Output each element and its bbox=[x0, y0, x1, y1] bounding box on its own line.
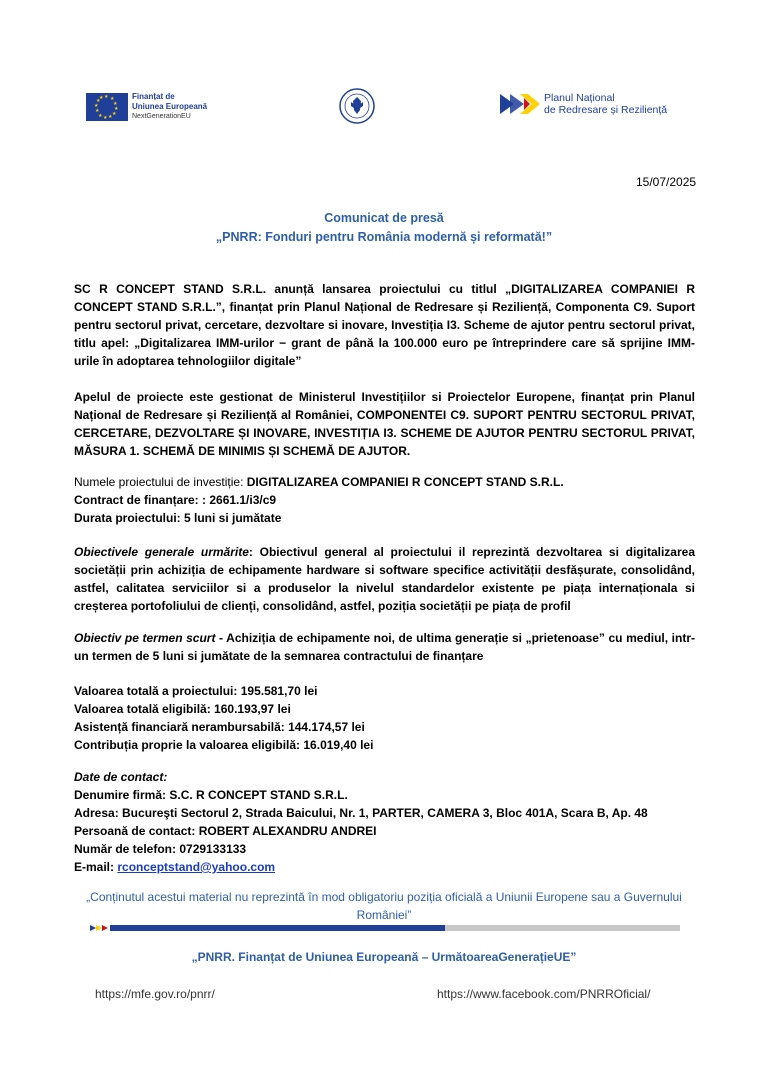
value-own-contribution: Contribuția proprie la valoarea eligibilă: 16.019,40 lei bbox=[74, 738, 374, 752]
title-line1: Comunicat de presă bbox=[324, 211, 444, 225]
project-values bbox=[74, 682, 695, 754]
general-objectives-paragraph bbox=[74, 543, 695, 615]
contact-address: Adresa: Bucureşti Sectorul 2, Strada Baicului, Nr. 1, PARTER, CAMERA 3, Bloc 401A, Scara B, Ap. 48 bbox=[74, 806, 648, 820]
pnrr-slogan: „PNRR. Finanțat de Uniunea Europeană – UrmătoareaGenerațieUE” bbox=[191, 950, 577, 964]
contact-person: Persoană de contact: ROBERT ALEXANDRU ANDREI bbox=[74, 824, 377, 838]
short-term-text: - Achiziția de echipamente noi, de ultima generație si „prietenoase” cu mediul, intr-un termen de 5 luni si jumătate de la semnarea contractului de finanțare bbox=[74, 631, 696, 663]
footer-arrow-icon bbox=[90, 925, 110, 931]
footer-divider-bar bbox=[90, 925, 680, 931]
pnrr-logo-line2: de Redresare și Reziliență bbox=[544, 104, 668, 116]
pnrr-arrow-icon bbox=[500, 92, 540, 116]
announcement-text: SC R CONCEPT STAND S.R.L. anunță lansarea proiectului cu titlul „DIGITALIZAREA COMPANIEI R CONCEPT STAND S.R.L.”, finanțat prin Planul Național de Redresare și Reziliență, Componenta C9. Suport pentru sectorul privat, cercetare, dezvoltare si inovare, Investiția I3. Scheme de ajutor pentru sectorul privat, titlu apel: „Digitalizarea IMM-urilor − grant de până la 100.000 euro pe întreprindere care să sprijine IMM- urile în adoptarea tehnologiilor digitale” bbox=[74, 282, 695, 368]
contact-details bbox=[74, 768, 695, 876]
mfe-website-link[interactable]: https://mfe.gov.ro/pnrr/ bbox=[95, 987, 215, 1001]
short-term-paragraph bbox=[74, 629, 695, 665]
eu-logo-line1: Finanțat de bbox=[132, 92, 175, 101]
project-name-value: DIGITALIZAREA COMPANIEI R CONCEPT STAND S.R.L. bbox=[246, 475, 564, 489]
contact-email-label: E-mail: bbox=[74, 860, 118, 874]
project-name bbox=[74, 473, 695, 491]
contact-email-row bbox=[74, 858, 695, 876]
eu-disclaimer: „Conținutul acestui material nu reprezintă în mod obligatoriu poziția oficială a Uniunii Europene sau a Guvernului României” bbox=[86, 890, 682, 922]
title-line2: „PNRR: Fonduri pentru România modernă și reformată!” bbox=[215, 230, 553, 244]
project-contract: Contract de finanțare: : 2661.1/i3/c9 bbox=[74, 493, 277, 507]
pnrr-logo bbox=[500, 92, 667, 116]
value-eligible: Valoarea totală eligibilă: 160.193,97 lei bbox=[74, 702, 291, 716]
romanian-government-seal-icon bbox=[339, 88, 375, 124]
general-objectives-label: Obiectivele generale urmărite bbox=[74, 545, 249, 559]
project-details bbox=[74, 473, 695, 527]
short-term-objective bbox=[74, 629, 695, 665]
value-grant: Asistență financiară nerambursabilă: 144.174,57 lei bbox=[74, 720, 365, 734]
contact-email-link[interactable]: rconceptstand@yahoo.com bbox=[117, 860, 276, 874]
pnrr-logo-line1: Planul Național bbox=[544, 92, 615, 104]
general-objectives-text: : Obiectivul general al proiectului il reprezintă dezvoltarea si digitalizarea societății prin achiziția de echipamente hardware si software specifice activității desfășurate, consolidând, astfel, calitatea serviciilor si a produselor la nivelul standardelor existente pe piața internaționala si creșterea portofoliului de clienți, consolidând, astfel, poziția societății pe piața de profil bbox=[74, 545, 695, 613]
call-management-text: Apelul de proiecte este gestionat de Ministerul Investițiilor si Proiectelor Europene, finanțat prin Planul Național de Redresare și Reziliență al României, COMPONENTEI C9. SUPORT PENTRU SECTORUL PRIVAT, CERCETARE, DEZVOLTARE ȘI INOVARE, INVESTIȚIA I3. SCHEME DE AJUTOR PENTRU SECTORUL PRIVAT, MĂSURA 1. SCHEMĂ DE MINIMIS ȘI SCHEMĂ DE AJUTOR. bbox=[74, 390, 695, 458]
paragraph-call-management bbox=[74, 388, 695, 460]
general-objectives bbox=[74, 543, 695, 615]
value-total: Valoarea totală a proiectului: 195.581,70 lei bbox=[74, 684, 318, 698]
document-date: 15/07/2025 bbox=[636, 175, 697, 189]
paragraph-announcement bbox=[74, 280, 695, 370]
project-name-label: Numele proiectului de investiție: bbox=[74, 475, 247, 489]
press-release-title bbox=[0, 209, 768, 247]
contact-heading: Date de contact: bbox=[74, 770, 168, 784]
contact-phone: Număr de telefon: 0729133133 bbox=[74, 842, 247, 856]
eu-logo-line3: NextGenerationEU bbox=[132, 113, 191, 120]
eu-flag-icon: ★ ★ ★ ★ ★ ★ ★ ★ ★ ★ ★ ★ bbox=[86, 93, 128, 121]
facebook-page-link[interactable]: https://www.facebook.com/PNRROficial/ bbox=[437, 987, 651, 1001]
header-logos bbox=[86, 88, 686, 128]
contact-company: Denumire firmă: S.C. R CONCEPT STAND S.R.L. bbox=[74, 788, 348, 802]
eu-funding-logo bbox=[86, 92, 207, 122]
project-duration: Durata proiectului: 5 luni si jumătate bbox=[74, 511, 282, 525]
short-term-label: Obiectiv pe termen scurt bbox=[74, 631, 216, 645]
eu-logo-line2: Uniunea Europeană bbox=[132, 102, 208, 111]
